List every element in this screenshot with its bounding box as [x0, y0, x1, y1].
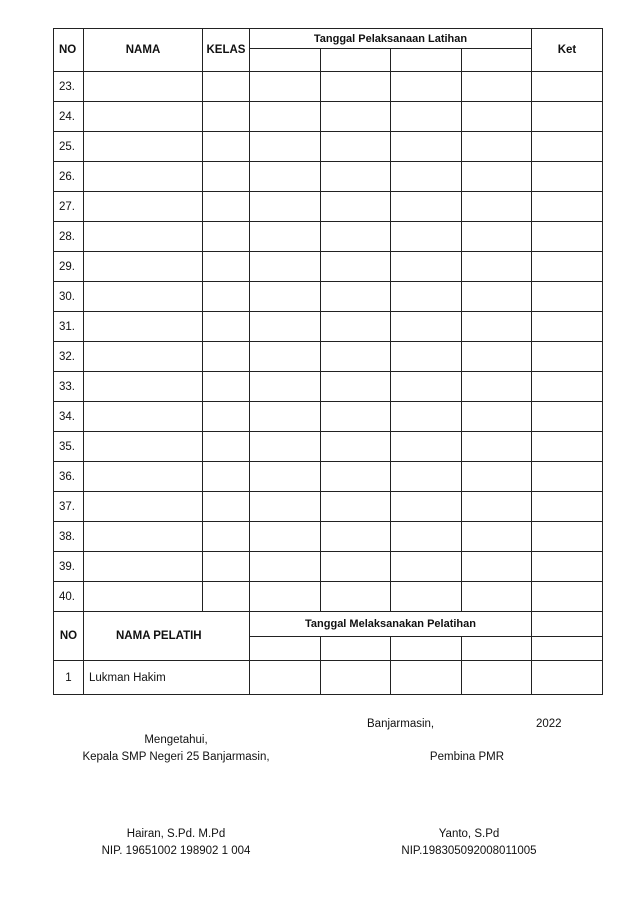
table-cell [84, 192, 203, 222]
table-cell [391, 162, 462, 192]
table-row [54, 282, 603, 312]
table-cell [462, 312, 532, 342]
table-cell [250, 661, 321, 695]
table-cell [462, 432, 532, 462]
date-cell [250, 49, 321, 72]
table-cell [250, 312, 321, 342]
table-row [54, 72, 603, 102]
table-cell [391, 132, 462, 162]
table-row [54, 102, 603, 132]
table-cell [250, 72, 321, 102]
attendance-table [53, 28, 603, 695]
table-cell [250, 372, 321, 402]
table-cell [532, 582, 603, 612]
table-cell [203, 72, 250, 102]
table-row [54, 462, 603, 492]
table-cell [203, 462, 250, 492]
row-number: 37. [54, 492, 84, 522]
date-cell [462, 637, 532, 661]
table-row [54, 222, 603, 252]
table-cell [462, 462, 532, 492]
table-cell [84, 552, 203, 582]
table-cell [462, 522, 532, 552]
table-cell [321, 462, 391, 492]
pembina-nip: NIP.198305092008011005 [401, 845, 537, 857]
table-row [54, 372, 603, 402]
table-cell [84, 72, 203, 102]
table-cell [462, 552, 532, 582]
date-cell [321, 49, 391, 72]
table-cell [391, 462, 462, 492]
pelatih-header-nama: NAMA PELATIH [84, 612, 250, 661]
pelatih-name: Lukman Hakim [84, 661, 250, 695]
pelatih-row [54, 661, 603, 695]
row-number: 34. [54, 402, 84, 432]
table-row [54, 132, 603, 162]
row-number: 35. [54, 432, 84, 462]
table-cell [250, 282, 321, 312]
header-kelas: KELAS [203, 29, 250, 72]
table-cell [532, 432, 603, 462]
table-cell [203, 372, 250, 402]
table-cell [321, 132, 391, 162]
table-cell [250, 402, 321, 432]
ket-cell [532, 637, 603, 661]
row-number: 31. [54, 312, 84, 342]
table-cell [462, 132, 532, 162]
pembina-name: Yanto, S.Pd [438, 828, 500, 840]
table-cell [321, 162, 391, 192]
header-nama: NAMA [84, 29, 203, 72]
table-cell [391, 552, 462, 582]
table-row [54, 162, 603, 192]
table-cell [391, 522, 462, 552]
row-number: 33. [54, 372, 84, 402]
table-cell [532, 402, 603, 432]
mengetahui-label: Mengetahui, [144, 734, 208, 746]
table-cell [250, 102, 321, 132]
table-row [54, 552, 603, 582]
table-cell [321, 312, 391, 342]
table-cell [84, 402, 203, 432]
table-cell [532, 661, 603, 695]
table-cell [203, 192, 250, 222]
table-cell [532, 192, 603, 222]
date-cell [250, 637, 321, 661]
table-cell [203, 342, 250, 372]
table-cell [84, 492, 203, 522]
table-cell [84, 162, 203, 192]
table-row [54, 582, 603, 612]
table-cell [84, 372, 203, 402]
table-cell [321, 492, 391, 522]
table-cell [532, 72, 603, 102]
table-cell [321, 372, 391, 402]
row-number: 36. [54, 462, 84, 492]
table-cell [250, 582, 321, 612]
pelatih-header-blank [532, 612, 603, 637]
table-cell [532, 312, 603, 342]
table-cell [203, 402, 250, 432]
table-cell [391, 342, 462, 372]
table-cell [84, 522, 203, 552]
table-cell [391, 661, 462, 695]
row-number: 32. [54, 342, 84, 372]
table-cell [532, 552, 603, 582]
table-cell [321, 222, 391, 252]
row-number: 23. [54, 72, 84, 102]
table-cell [532, 282, 603, 312]
table-cell [462, 582, 532, 612]
table-row [54, 492, 603, 522]
table-cell [250, 492, 321, 522]
row-number: 39. [54, 552, 84, 582]
table-cell [84, 432, 203, 462]
table-cell [391, 72, 462, 102]
table-row [54, 192, 603, 222]
table-cell [321, 192, 391, 222]
table-row [54, 312, 603, 342]
table-cell [532, 462, 603, 492]
table-cell [321, 102, 391, 132]
row-number: 38. [54, 522, 84, 552]
row-number: 24. [54, 102, 84, 132]
table-cell [391, 372, 462, 402]
table-cell [203, 132, 250, 162]
header-tanggal-latihan: Tanggal Pelaksanaan Latihan [250, 29, 532, 49]
table-row [54, 432, 603, 462]
table-cell [250, 162, 321, 192]
table-cell [462, 222, 532, 252]
table-cell [391, 492, 462, 522]
table-cell [462, 252, 532, 282]
header-ket: Ket [532, 29, 603, 72]
table-cell [84, 582, 203, 612]
table-cell [203, 552, 250, 582]
table-cell [84, 462, 203, 492]
table-cell [203, 312, 250, 342]
table-row [54, 402, 603, 432]
table-cell [462, 282, 532, 312]
table-cell [462, 102, 532, 132]
table-cell [84, 222, 203, 252]
table-cell [462, 162, 532, 192]
table-cell [250, 522, 321, 552]
kepala-title: Kepala SMP Negeri 25 Banjarmasin, [82, 751, 270, 763]
table-cell [203, 492, 250, 522]
table-cell [84, 252, 203, 282]
date-cell [462, 49, 532, 72]
row-number: 30. [54, 282, 84, 312]
date-cell [321, 637, 391, 661]
table-cell [84, 132, 203, 162]
table-cell [462, 192, 532, 222]
table-cell [391, 312, 462, 342]
table-row [54, 522, 603, 552]
table-cell [250, 342, 321, 372]
table-cell [532, 162, 603, 192]
city-date: Banjarmasin, [367, 718, 435, 730]
table-cell [462, 402, 532, 432]
table-cell [391, 192, 462, 222]
table-cell [203, 222, 250, 252]
table-cell [250, 132, 321, 162]
table-cell [203, 522, 250, 552]
table-cell [250, 192, 321, 222]
table-cell [203, 432, 250, 462]
row-number: 27. [54, 192, 84, 222]
table-cell [321, 252, 391, 282]
table-cell [462, 661, 532, 695]
table-cell [84, 102, 203, 132]
pelatih-header-no: NO [54, 612, 84, 661]
date-cell [391, 49, 462, 72]
header-no: NO [54, 29, 84, 72]
table-cell [391, 582, 462, 612]
table-cell [321, 552, 391, 582]
row-number: 40. [54, 582, 84, 612]
table-cell [462, 72, 532, 102]
table-cell [391, 102, 462, 132]
table-cell [203, 282, 250, 312]
table-cell [532, 522, 603, 552]
table-cell [391, 252, 462, 282]
table-cell [532, 222, 603, 252]
kepala-nip: NIP. 19651002 198902 1 004 [101, 845, 251, 857]
table-cell [391, 432, 462, 462]
table-cell [462, 492, 532, 522]
table-cell [532, 492, 603, 522]
year: 2022 [536, 718, 562, 730]
table-cell [532, 132, 603, 162]
table-cell [250, 462, 321, 492]
table-row [54, 252, 603, 282]
table-cell [532, 102, 603, 132]
table-cell [321, 402, 391, 432]
table-cell [203, 252, 250, 282]
row-number: 26. [54, 162, 84, 192]
table-cell [250, 252, 321, 282]
table-cell [532, 372, 603, 402]
table-cell [250, 432, 321, 462]
table-cell [321, 432, 391, 462]
table-cell [462, 342, 532, 372]
kepala-name: Hairan, S.Pd. M.Pd [126, 828, 226, 840]
table-cell [462, 372, 532, 402]
table-cell [321, 582, 391, 612]
table-cell [203, 162, 250, 192]
table-cell [84, 312, 203, 342]
table-cell [532, 342, 603, 372]
table-cell [532, 252, 603, 282]
table-cell [250, 222, 321, 252]
table-cell [391, 222, 462, 252]
table-cell [391, 282, 462, 312]
table-cell [203, 582, 250, 612]
table-cell [391, 402, 462, 432]
pelatih-number: 1 [54, 661, 84, 695]
pembina-title: Pembina PMR [429, 751, 505, 763]
table-cell [321, 522, 391, 552]
table-cell [321, 342, 391, 372]
row-number: 29. [54, 252, 84, 282]
table-cell [250, 552, 321, 582]
table-cell [321, 661, 391, 695]
table-cell [321, 282, 391, 312]
row-number: 25. [54, 132, 84, 162]
table-cell [203, 102, 250, 132]
table-cell [321, 72, 391, 102]
pelatih-header-tanggal: Tanggal Melaksanakan Pelatihan [250, 612, 532, 637]
row-number: 28. [54, 222, 84, 252]
table-cell [84, 342, 203, 372]
date-cell [391, 637, 462, 661]
table-row [54, 342, 603, 372]
table-cell [84, 282, 203, 312]
